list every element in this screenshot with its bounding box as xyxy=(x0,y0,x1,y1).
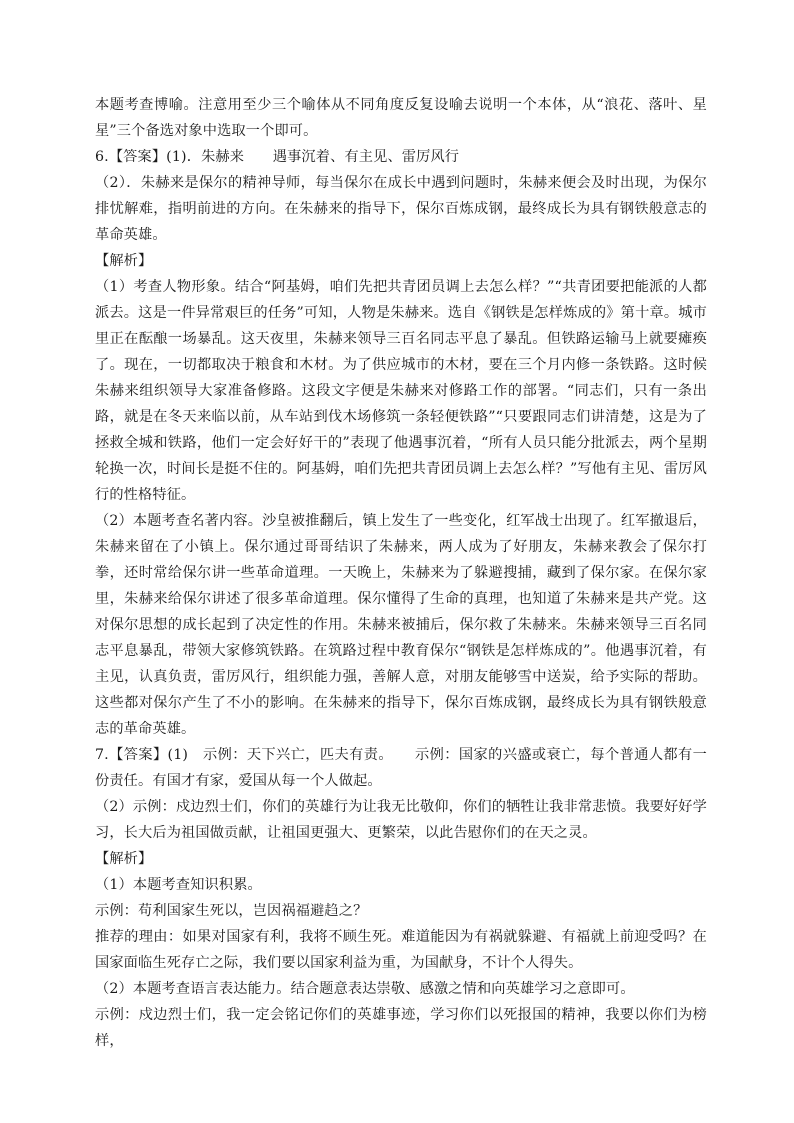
analysis-label: 【解析】 xyxy=(95,851,153,867)
q6-analysis-part2: （2）本题考查名著内容。沙皇被推翻后，镇上发生了一些变化，红军战士出现了。红军撤退后，朱赫来留在了小镇上。保尔通过哥哥结识了朱赫来，两人成为了好朋友，朱赫来教会了保尔打拳，还时常给保尔讲一些革命道理。一天晚上，朱赫来为了躲避搜捕，藏到了保尔家。在保尔家里，朱赫来给保尔讲述了很多革命道理。保尔懂得了生命的真理，也知道了朱赫来是共产党。这对保尔思想的成长起到了决定性的作用。朱赫来被捕后，保尔救了朱赫来。朱赫来领导三百名同志平息暴乱，带领大家修筑铁路。在筑路过程中教育保尔“钢铁是怎样炼成的”。他遇事沉着，有主见，认真负责，雷厉风行，组织能力强，善解人意，对朋友能够雪中送炭，给予实际的帮助。这些都对保尔产生了不小的影响。在朱赫来的指导下，保尔百炼成钢，最终成长为具有钢铁般意志的革命英雄。 xyxy=(95,513,707,737)
q7-answer-heading: 7.【答案】(1) 示例：天下兴亡，匹夫有责。 示例：国家的兴盛或衰亡，每个普通人都有一份责任。有国才有家，爱国从每一个人做起。 xyxy=(95,747,707,789)
paragraph-bo-yu-note: 本题考查博喻。注意用至少三个喻体从不同角度反复设喻去说明一个本体，从“浪花、落叶、星星”三个备选对象中选取一个即可。 xyxy=(95,97,707,139)
q7-recommend-reason: 推荐的理由：如果对国家有利，我将不顾生死。难道能因为有祸就躲避、有福就上前迎受吗？在国家面临生死存亡之际，我们要以国家利益为重，为国献身，不计个人得失。 xyxy=(95,929,707,971)
q7-analysis-part1: （1）本题考查知识积累。 xyxy=(95,877,262,893)
q6-answer-heading: 6.【答案】(1)．朱赫来 遇事沉着、有主见、雷厉风行 xyxy=(95,149,460,165)
q7-example-tribute: 示例：戍边烈士们，我一定会铭记你们的英雄事迹，学习你们以死报国的精神，我要以你们为榜样， xyxy=(95,1007,707,1049)
q7-answer-part2: （2）示例：戍边烈士们，你们的英雄行为让我无比敬仰，你们的牺牲让我非常悲愤。我要好好学习，长大后为祖国做贡献，让祖国更强大、更繁荣，以此告慰你们的在天之灵。 xyxy=(95,799,707,841)
q7-example-quote: 示例：苟利国家生死以，岂因祸福避趋之？ xyxy=(95,903,368,919)
q6-answer-part2: （2）．朱赫来是保尔的精神导师，每当保尔在成长中遇到问题时，朱赫来便会及时出现，为保尔排忧解难，指明前进的方向。在朱赫来的指导下，保尔百炼成钢，最终成长为具有钢铁般意志的革命英雄。 xyxy=(95,175,707,243)
q7-analysis-part2: （2）本题考查语言表达能力。结合题意表达崇敬、感激之情和向英雄学习之意即可。 xyxy=(95,981,635,997)
analysis-label: 【解析】 xyxy=(95,253,153,269)
answer-analysis-text xyxy=(95,92,707,1054)
q6-analysis-part1: （1）考查人物形象。结合“阿基姆，咱们先把共青团员调上去怎么样？”“共青团要把能派的人都派去。这是一件异常艰巨的任务”可知，人物是朱赫来。选自《钢铁是怎样炼成的》第十章。城市里正在酝酿一场暴乱。这天夜里，朱赫来领导三百名同志平息了暴乱。但铁路运输马上就要瘫痪了。现在，一切都取决于粮食和木材。为了供应城市的木材，要在三个月内修一条铁路。这时候朱赫来组织领导大家准备修路。这段文字便是朱赫来对修路工作的部署。“同志们，只有一条出路，就是在冬天来临以前，从车站到伐木场修筑一条轻便铁路”“只要跟同志们讲清楚，这是为了拯救全城和铁路，他们一定会好好干的”表现了他遇事沉着，“所有人员只能分批派去，两个星期轮换一次，时间长是挺不住的。阿基姆，咱们先把共青团员调上去怎么样？”写他有主见、雷厉风行的性格特征。 xyxy=(95,279,707,503)
